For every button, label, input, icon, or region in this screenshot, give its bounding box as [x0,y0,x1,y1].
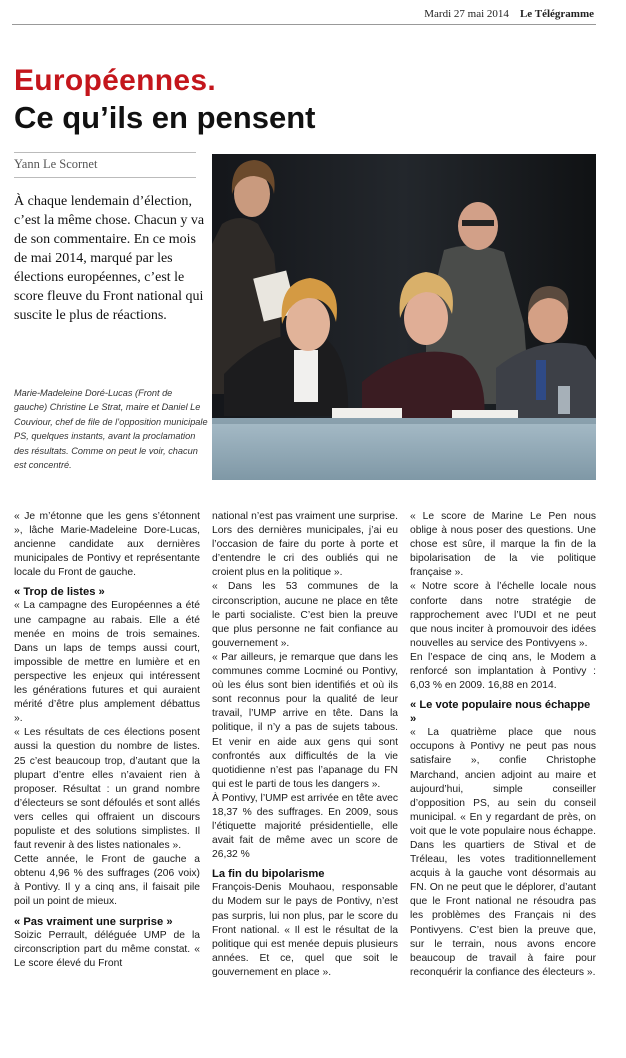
paragraph: « Par ailleurs, je remarque que dans les communes comme Locminé ou Pontivy, où les élus sont bien identifiés et où ils sont reconnus pour la qualité de leur travail, l’UMP arrive en tête. Dans la politique, il n’y a pas de sujets tabous. Et venir en aide aux gens qui sont confrontés aux difficultés de la vie quotidienne n’est pas l’apanage du FN qui est le parti de tous les dangers ». [212,651,398,790]
article-kicker: Européennes. [14,64,216,97]
article-author: Yann Le Scornet [14,157,98,171]
paragraph: François-Denis Mouhaou, responsable du Modem sur le pays de Pontivy, n’est pas surpris, lui non plus, par le score du Front national. « Il est le résultat de la politique qui est menée depuis plusieurs années. Et ce, quel que soit le gouvernement en place ». [212,882,398,978]
paragraph: « La campagne des Européennes a été une campagne au rabais. Elle a été menée en moins de trois semaines. Dans un laps de temps aussi court, impossible de mettre en lumière et en perspective les enjeux qui intéressent les générations futures et qui auraient mérité d’être plus amplement débattus ». [14,600,200,725]
article-lead: À chaque lendemain d’élection, c’est la même chose. Chacun y va de son commentaire. En ce mois de mai 2014, marqué par les élections européennes, c’est le score fleuve du Front national qui suscite le plus de réactions. [14,194,205,323]
subheading: La fin du bipolarisme [212,868,325,881]
author-divider-bottom [14,177,196,178]
header-rule [12,24,596,25]
table-cloth [212,418,596,480]
paragraph: Soizic Perrault, déléguée UMP de la circonscription part du même constat. « Le score élevé du Front [14,929,200,969]
paragraph: En l’espace de cinq ans, le Modem a renforcé son implantation à Pontivy : 6,03 % en 2009. 16,88 en 2014. [410,651,596,692]
text-column-2 [212,510,398,980]
paragraph: Cette année, le Front de gauche a obtenu 4,96 % des suffrages (206 voix) à Pontivy. Il y a cinq ans, il faisait pile poil un point de mieux. [14,854,200,908]
paragraph: « La quatrième place que nous occupons à Pontivy ne peut pas nous satisfaire », confie Christophe Marchand, ancien adjoint au maire et aujourd’hui, simple conseiller d’opposition PS, au sein du conseil municipal. « En y regardant de près, on voit que le vote populaire nous échappe. Dans les quartiers de Stival et de Tréleau, les votes traditionnellement acquis à la gauche vont désormais au FN. On ne peut que le déplorer, d’autant que le Front national ne résoudra pas les problèmes des Français ni des Pontivyens. C’est bien la preuve que, sur le terrain, nous avons encore beaucoup de travail à faire pour reconquérir la confiance des électeurs ». [410,727,596,978]
author-divider-top [14,152,196,153]
article-title: Ce qu’ils en pensent [14,100,316,135]
paragraph: À Pontivy, l’UMP est arrivée en tête avec 18,37 % des suffrages. En 2009, sous l’étiquette majorité présidentielle, elle avait fait de même avec un score de 26,32 % [212,792,398,861]
article-photo [212,154,596,480]
glass [558,386,570,414]
white-collar [294,350,318,402]
photo-caption: Marie-Madeleine Doré-Lucas (Front de gauche) Christine Le Strat, maire et Daniel Le Couviour, chef de file de l’opposition municipale PS, quelques instants, avant la proclamation des résultats. Comme on peut le voir, chacun est concentré. [14,388,208,471]
table-edge-shadow [212,418,596,424]
tie [536,360,546,400]
paragraph: « Je m’étonne que les gens s’étonnent », lâche Marie-Madeleine Dore-Lucas, ancienne candidate aux dernières municipales de Pontivy et représentante locale du Front de gauche. [14,511,200,579]
standing-man-glasses [462,220,494,226]
subheading: « Trop de listes » [14,586,105,599]
paragraph: « Notre score à l’échelle locale nous conforte dans notre stratégie de rapprochement avec l’UDI et ne peut que nous inciter à promouvoir des idées nouvelles au service des Pontivyens ». [410,581,596,649]
subheading: « Pas vraiment une surprise » [14,915,173,928]
text-column-1 [14,510,200,971]
text-column-3 [410,510,596,980]
issue-date: Mardi 27 mai 2014 [424,8,509,20]
paragraph: « Les résultats de ces élections posent aussi la question du nombre de listes. 25 c’est beaucoup trop, d’autant que la plupart d’entre elles n’avaient rien à proposer. Résultat : un grand nombre d’électeurs se sont défoulés et sont allés vers celles qui offraient un discours populiste et des solutions simplistes. Il faut revenir à des listes nationales ». [14,727,200,852]
page-header [424,8,594,20]
subheading: « Le vote populaire nous échappe » [410,699,591,726]
paragraph: national n’est pas vraiment une surprise. Lors des dernières municipales, j’ai eu l’occasion de faire du porte à porte et d’entendre le cri des oubliés qui ne croient plus en la politique ». [212,511,398,579]
paragraph: « Le score de Marine Le Pen nous oblige à nous poser des questions. Une chose est sûre, il marque la fin de la bipolarisation de la vie politique française ». [410,511,596,579]
newspaper-name: Le Télégramme [519,8,594,20]
paragraph: « Dans les 53 communes de la circonscription, aucune ne place en tête le parti socialiste. C’est bien la preuve que plus personne ne fait confiance au gouvernement ». [212,581,398,649]
